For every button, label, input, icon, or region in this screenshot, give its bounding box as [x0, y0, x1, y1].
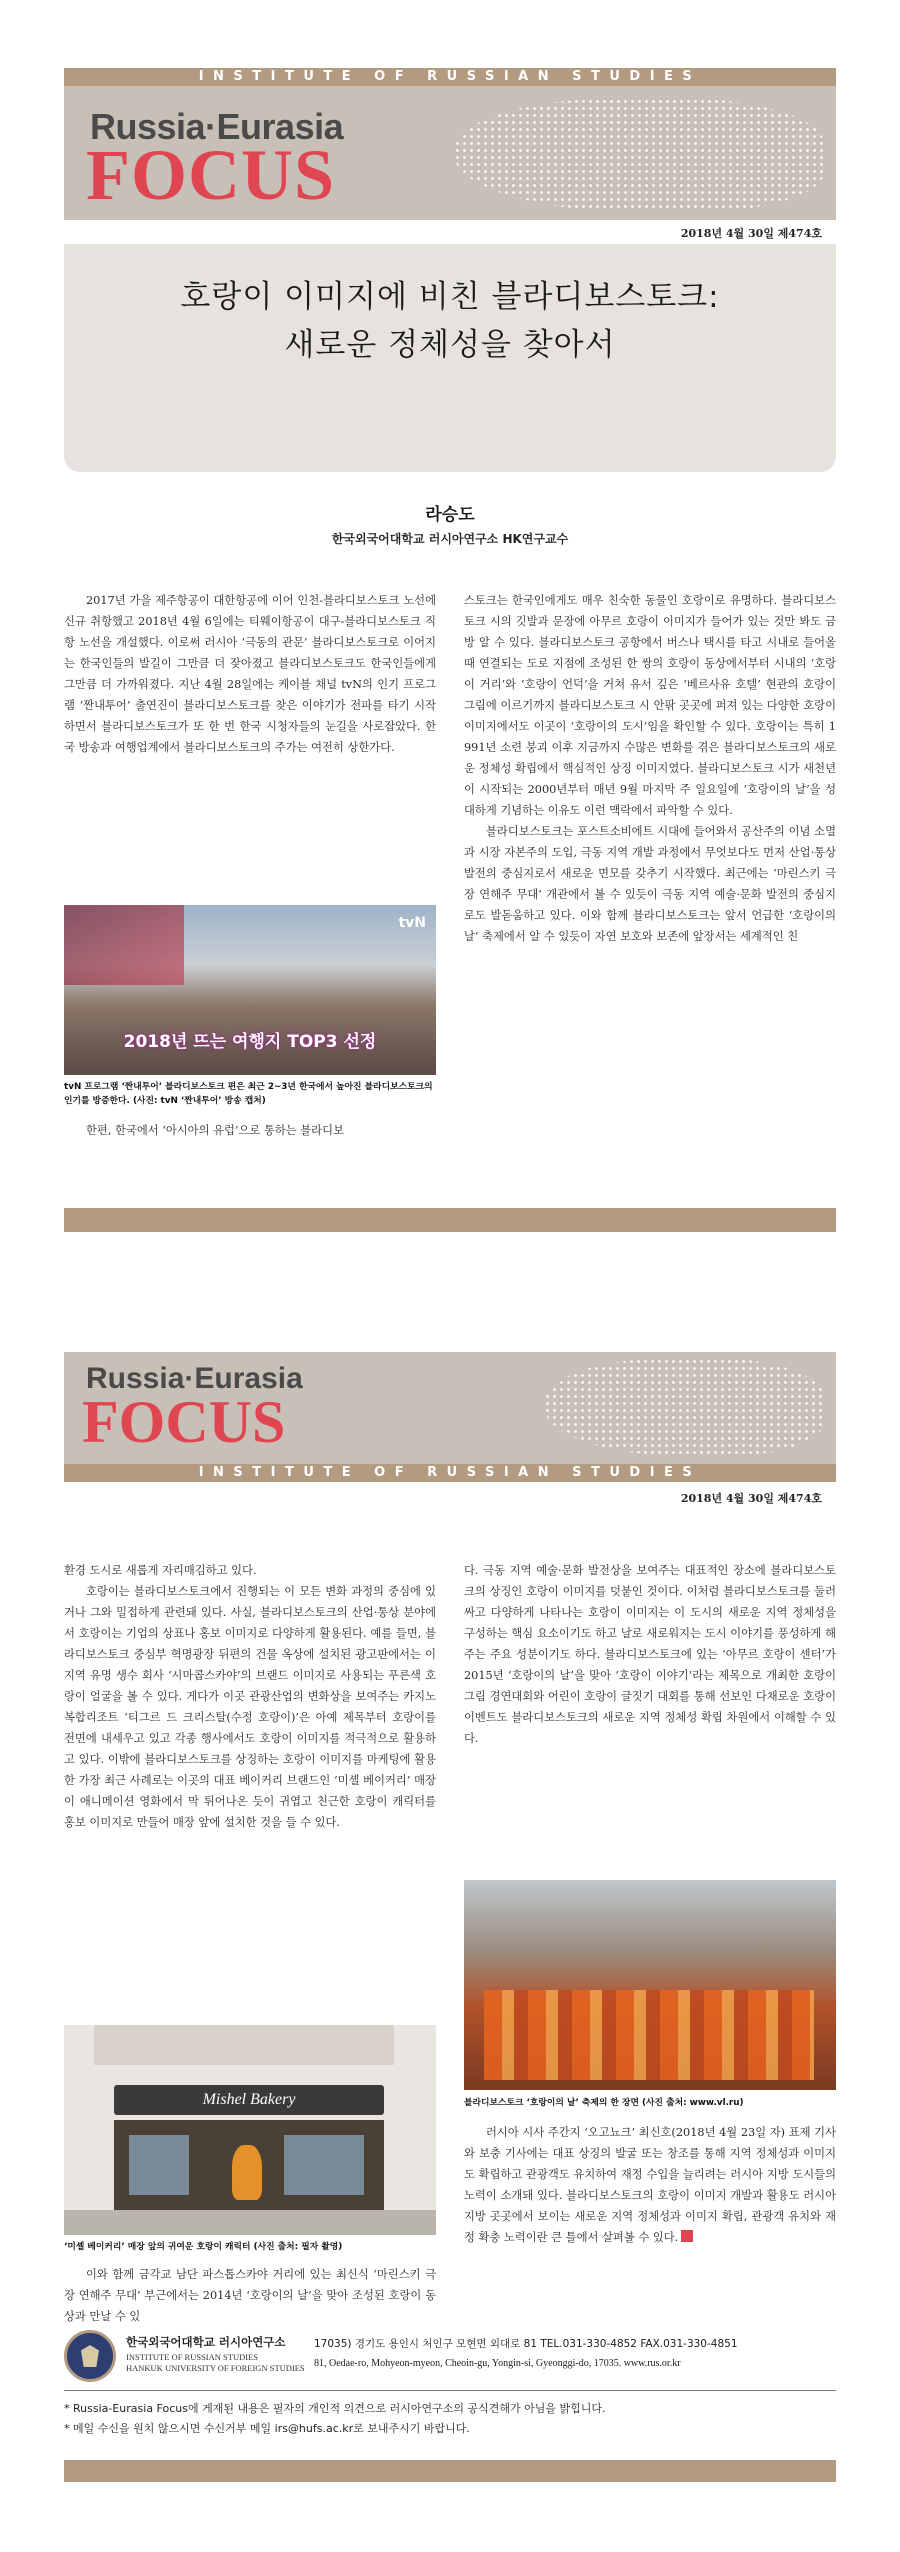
- institute-name-en: [126, 2352, 305, 2374]
- institute-name-en-1: INSTITUTE OF RUSSIAN STUDIES: [126, 2352, 258, 2362]
- photo-overlay-text: 2018년 뜨는 여행지 TOP3 선정: [123, 1032, 377, 1052]
- page1-header: [64, 68, 836, 472]
- tiger-character-icon: [232, 2145, 262, 2200]
- p2-right-column: [464, 1560, 836, 1749]
- p2-right-continuation: [464, 2122, 836, 2248]
- paragraph: [464, 2122, 836, 2248]
- unsubscribe-note: * 메일 수신을 원치 않으시면 수신거부 메일 irs@hufs.ac.kr로 보내주시기 바랍니다.: [64, 2422, 470, 2435]
- building-shape: [64, 905, 184, 985]
- author-affiliation: 한국외국어대학교 러시아연구소 HK연구교수: [331, 532, 569, 546]
- date-bar: [64, 220, 836, 244]
- festival-photo: [464, 1880, 836, 2090]
- paragraph: 2017년 가을 제주항공이 대한항공에 이어 인천-블라디보스토크 노선에 신규 취항했고 2018년 4월 6일에는 티웨이항공이 대구-블라디보스토크 직항 노선을 개설했다. 이로써 러시아 ‘극동의 관문’ 블라디보스토크로 이어지는 한국인들의 발길이 그만큼 더 잦아졌고 블라디보스토크도 한국인들에게 그만큼 더 가까워졌다. 지난 4월 28일에는 케이블 채널 tvN의 인기 프로그램 ‘짠내투어’ 출연진이 블라디보스토크를 찾은 이야기가 전파를 타기 시작하면서 블라디보스토크가 또 한 번 한국 시청자들의 눈길을 사로잡았다. 한국 방송과 여행업계에서 블라디보스토크의 주가는 여전히 상한가다.: [64, 594, 436, 754]
- bakery-sign: [114, 2085, 384, 2115]
- paragraph: 이와 함께 금각교 남단 파스톱스카야 거리에 있는 최신식 ‘마린스키 극장 연해주 무대’ 부근에서는 2014년 ‘호랑이의 날’을 맞아 조성된 호랑이 동상과 만날 수 있: [64, 2268, 436, 2323]
- disclaimer-note: * Russia-Eurasia Focus에 게재된 내용은 필자의 개인적 의견으로 러시아연구소의 공식견해가 아님을 밝힙니다.: [64, 2402, 606, 2415]
- building-wall: [94, 2025, 394, 2065]
- shop-window: [129, 2135, 189, 2195]
- p2-left-column: [64, 1560, 436, 1833]
- paragraph: 환경 도시로 새롭게 자리매김하고 있다.: [64, 1564, 257, 1577]
- address-kr: 17035) 경기도 용인시 처인구 모현면 외대로 81 TEL.031-330-4852 FAX.031-330-4851: [314, 2338, 738, 2350]
- paragraph-text: 러시아 시사 주간지 ‘오고뇨크’ 최신호(2018년 4월 23일 자) 표제 기사와 보충 기사에는 대표 상징의 발굴 또는 창조를 통해 지역 정체성과 이미지도 확립하고 관광객도 유치하여 재정 수입을 늘리려는 러시아 지방 도시들의 노력이 소개돼 있다. 블라디보스토크의 호랑이 이미지 개발과 활용도 러시아 지방 곳곳에서 보이는 새로운 지역 정체성과 이미지 확립, 관광객 유치와 재정 확충 노력이란 큰 틀에서 살펴볼 수 있다.: [464, 2126, 836, 2244]
- p1-right-column: [464, 590, 836, 947]
- crowd-shape: [484, 1990, 814, 2080]
- paragraph: 호랑이는 블라디보스토크에서 진행되는 이 모든 변화 과정의 중심에 있거나 그와 밀접하게 관련돼 있다. 사실, 블라디보스토크의 산업·통상 분야에서 호랑이는 기업의 상표나 홍보 이미지로 다양하게 활용된다. 예를 들면, 블라디보스토크 중심부 혁명광장 뒤편의 건물 옥상에 설치된 광고판에서는 이 지역 유명 생수 회사 ‘시마콥스카야’의 브랜드 이미지로 사용되는 푸른색 호랑이 얼굴을 볼 수 있다. 게다가 이곳 관광산업의 변화상을 보여주는 카지노 복합리조트 ‘티그르 드 크리스탈(수정 호랑이)’은 아예 제목부터 호랑이를 전면에 내세우고 있고 각종 행사에서도 호랑이 이미지를 적극적으로 활용하고 있다. 이밖에 블라디보스토크를 상징하는 호랑이 이미지를 마케팅에 활용한 가장 최근 사례로는 이곳의 대표 베이커리 브랜드인 ‘미셸 베이커리’ 매장이 애니메이션 영화에서 막 튀어나온 듯이 귀엽고 친근한 호랑이 캐릭터를 홍보 이미지로 만들어 매장 앞에 설치한 것을 들 수 있다.: [64, 1585, 436, 1829]
- title-line-1: 호랑이 이미지에 비친 블라디보스토크:: [180, 279, 720, 315]
- page1-bottom-band: [64, 1208, 836, 1232]
- address-en: 81, Oedae-ro, Mohyeon-myeon, Cheoin-gu, Yongin-si, Gyeonggi-do, 17035. www.rus.or.kr: [314, 2358, 681, 2369]
- article-title: [64, 273, 836, 369]
- photo-caption: tvN 프로그램 ‘짠내투어’ 블라디보스토크 편은 최근 2~3년 한국에서 높아진 블라디보스토크의 인기를 방증한다. (사진: tvN ‘짠내투어’ 방송 캡처): [64, 1082, 433, 1106]
- photo-caption: ‘미셸 베이커리’ 매장 앞의 귀여운 호랑이 캐릭터 (사진 출처: 필자 촬영): [64, 2242, 343, 2252]
- issue-date: 2018년 4월 30일 제474호: [680, 1492, 822, 1505]
- issue-date: 2018년 4월 30일 제474호: [680, 227, 822, 240]
- p1-left-continuation: [64, 1120, 436, 1141]
- masthead: [64, 1352, 836, 1464]
- bakery-sign-text: Mishel Bakery: [202, 2091, 296, 2108]
- bakery-photo: [64, 2025, 436, 2235]
- institute-strip: INSTITUTE OF RUSSIAN STUDIES: [64, 1464, 836, 1482]
- institute-name-en-2: HANKUK UNIVERSITY OF FOREIGN STUDIES: [126, 2363, 305, 2373]
- tvn-logo: tvN: [398, 915, 426, 931]
- shop-window: [284, 2135, 364, 2195]
- photo-caption: 블라디보스토크 ‘호랑이의 날’ 축제의 한 장면 (사진 출처: www.vl.ru): [464, 2098, 744, 2108]
- dotted-map-icon: [454, 98, 824, 212]
- brand-name: Russia·Eurasia: [90, 106, 344, 147]
- institute-strip: INSTITUTE OF RUSSIAN STUDIES: [64, 68, 836, 86]
- university-logo-icon: [64, 2330, 116, 2382]
- paragraph: 한편, 한국에서 ‘아시아의 유럽’으로 통하는 블라디보: [86, 1124, 344, 1137]
- sidewalk: [64, 2210, 436, 2235]
- masthead: [64, 86, 836, 220]
- footer: [64, 2330, 836, 2440]
- tv-show-photo: [64, 905, 436, 1075]
- focus-logo: FOCUS: [86, 135, 336, 215]
- paragraph: 스토크는 한국인에게도 매우 친숙한 동물인 호랑이로 유명하다. 블라디보스토크 시의 깃발과 문장에 아무르 호랑이 이미지가 들어가 있는 것만 봐도 금방 알 수 있다. 블라디보스토크 공항에서 버스나 택시를 타고 시내로 들어올 때 연결되는 도로 지점에 조성된 한 쌍의 호랑이 동상에서부터 시내의 ‘호랑이 거리’와 ‘호랑이 언덕’을 거쳐 유서 깊은 ‘베르사유 호텔’ 현관의 호랑이 그림에 이르기까지 블라디보스토크 시 안팎 곳곳에 퍼져 있는 다양한 호랑이 이미지에서도 이곳이 ‘호랑이의 도시’임을 확인할 수 있다. 호랑이는 특히 1991년 소련 붕괴 이후 지금까지 수많은 변화를 겪은 블라디보스토크의 새로운 정체성 확립에서 핵심적인 상징 이미지였다. 블라디보스토크 시가 새천년이 시작되는 2000년부터 매년 9월 마지막 주 일요일에 ‘호랑이의 날’을 성대하게 기념하는 이유도 이런 맥락에서 파악할 수 있다.: [464, 594, 836, 817]
- author-name: 라승도: [425, 505, 475, 525]
- end-mark-icon: [681, 2230, 693, 2242]
- divider: [64, 2390, 836, 2391]
- paragraph: 다. 극동 지역 예술·문화 발전상을 보여주는 대표적인 장소에 블라디보스토크의 상징인 호랑이 이미지를 덧붙인 것이다. 이처럼 블라디보스토크를 둘러싸고 다양하게 나타나는 호랑이 이미지는 이 도시의 새로운 지역 정체성을 구성하는 핵심 요소이기도 하고 날로 새로워지는 도시 이야기를 풍성하게 해주는 주요 성분이기도 하다. 블라디보스토크에 있는 ‘아무르 호랑이 센터’가 2015년 ‘호랑이의 날’을 맞아 ‘호랑이 이야기’라는 제목으로 개최한 호랑이 그림 경연대회와 어린이 호랑이 글짓기 대회를 통해 선보인 다채로운 호랑이 이벤트도 블라디보스토크의 새로운 지역 정체성 확립 차원에서 이해할 수 있다.: [464, 1564, 836, 1745]
- title-line-2: 새로운 정체성을 찾아서: [284, 327, 616, 363]
- p2-left-continuation: [64, 2264, 436, 2327]
- brand-name: Russia·Eurasia: [86, 1362, 303, 1395]
- page2-bottom-band: [64, 2460, 836, 2482]
- p1-left-column: [64, 590, 436, 758]
- institute-name-kr: 한국외국어대학교 러시아연구소: [126, 2335, 286, 2349]
- focus-logo: FOCUS: [82, 1389, 286, 1455]
- dotted-map-icon: [544, 1358, 824, 1456]
- page2-header: [64, 1352, 836, 1512]
- paragraph: 블라디보스토크는 포스트소비에트 시대에 들어와서 공산주의 이념 소멸과 시장 자본주의 도입, 극동 지역 개발 과정에서 무엇보다도 먼저 산업·통상 발전의 중심지로서 새로운 면모를 갖추기 시작했다. 최근에는 ‘마린스키 극장 연해주 무대’ 개관에서 볼 수 있듯이 극동 지역 예술·문화 발전의 중심지로도 발돋움하고 있다. 이와 함께 블라디보스토크는 앞서 언급한 ‘호랑이의 날’ 축제에서 알 수 있듯이 자연 보호와 보존에 앞장서는 세계적인 친: [464, 825, 836, 943]
